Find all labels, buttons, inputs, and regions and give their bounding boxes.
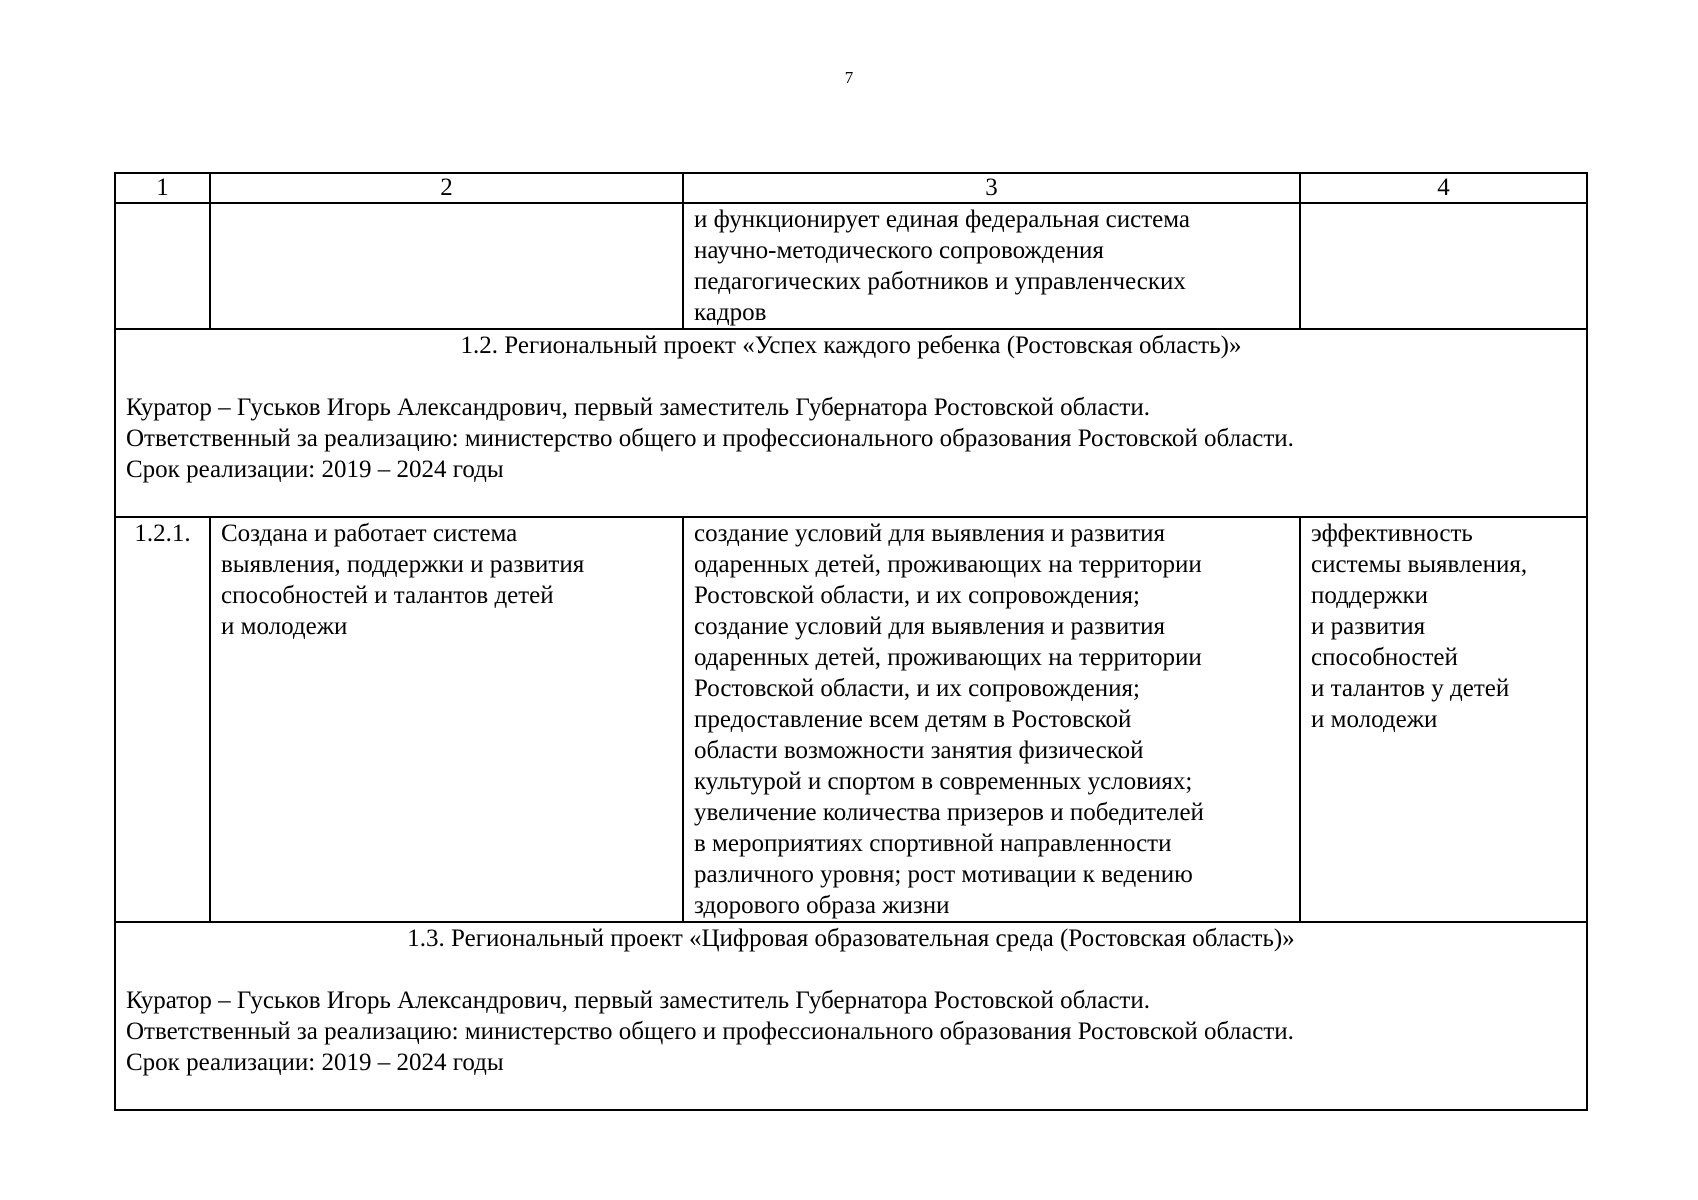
continued-cell-2 xyxy=(210,203,683,329)
continued-cell-4 xyxy=(1300,203,1587,329)
column-number-2: 2 xyxy=(210,173,683,203)
table-row xyxy=(115,517,1587,922)
row-number: 1.2.1. xyxy=(115,517,210,922)
section-responsible: Ответственный за реализацию: министерство общего и профессионального образования Ростовской области. xyxy=(126,425,1294,452)
section-title: 1.2. Региональный проект «Успех каждого ребенка (Ростовская область)» xyxy=(460,332,1242,359)
section-period: Срок реализации: 2019 – 2024 годы xyxy=(126,1049,504,1076)
section-curator: Куратор – Гуськов Игорь Александрович, первый заместитель Губернатора Ростовской области. xyxy=(126,394,1150,421)
column-number-4: 4 xyxy=(1300,173,1587,203)
section-period: Срок реализации: 2019 – 2024 годы xyxy=(126,456,504,483)
results-cell: создание условий для выявления и развития одаренных детей, проживающих на территории Ростовской области, и их сопровождения; создание условий для выявления и развития одаренных детей, проживающих на территории Ростовской области, и их сопровождения; предоставление всем детям в Ростовской области возможности занятия физической культурой и спортом в современных условиях; увеличение количества призеров и победителей в мероприятиях спортивной направленности различного уровня; рост мотивации к ведению здорового образа жизни xyxy=(683,517,1300,922)
section-title: 1.3. Региональный проект «Цифровая образовательная среда (Ростовская область)» xyxy=(407,925,1295,952)
section-responsible: Ответственный за реализацию: министерство общего и профессионального образования Ростовской области. xyxy=(126,1018,1294,1045)
column-number-row xyxy=(115,173,1587,203)
page-number: 7 xyxy=(844,68,854,87)
table-row xyxy=(115,203,1587,329)
column-number-3: 3 xyxy=(683,173,1300,203)
continued-cell-1 xyxy=(115,203,210,329)
projects-table xyxy=(114,172,1588,1111)
continued-cell-3: и функционирует единая федеральная система научно-методического сопровождения педагогических работников и управленческих кадров xyxy=(683,203,1300,329)
section-1-3 xyxy=(115,922,1587,1110)
task-cell: Создана и работает система выявления, поддержки и развития способностей и талантов детей и молодежи xyxy=(210,517,683,922)
section-curator: Куратор – Гуськов Игорь Александрович, первый заместитель Губернатора Ростовской области. xyxy=(126,987,1150,1014)
indicator-cell: эффективность системы выявления, поддержки и развития способностей и талантов у детей и молодежи xyxy=(1300,517,1587,922)
column-number-1: 1 xyxy=(115,173,210,203)
section-row xyxy=(115,329,1587,517)
section-1-2 xyxy=(115,329,1587,517)
section-row xyxy=(115,922,1587,1110)
